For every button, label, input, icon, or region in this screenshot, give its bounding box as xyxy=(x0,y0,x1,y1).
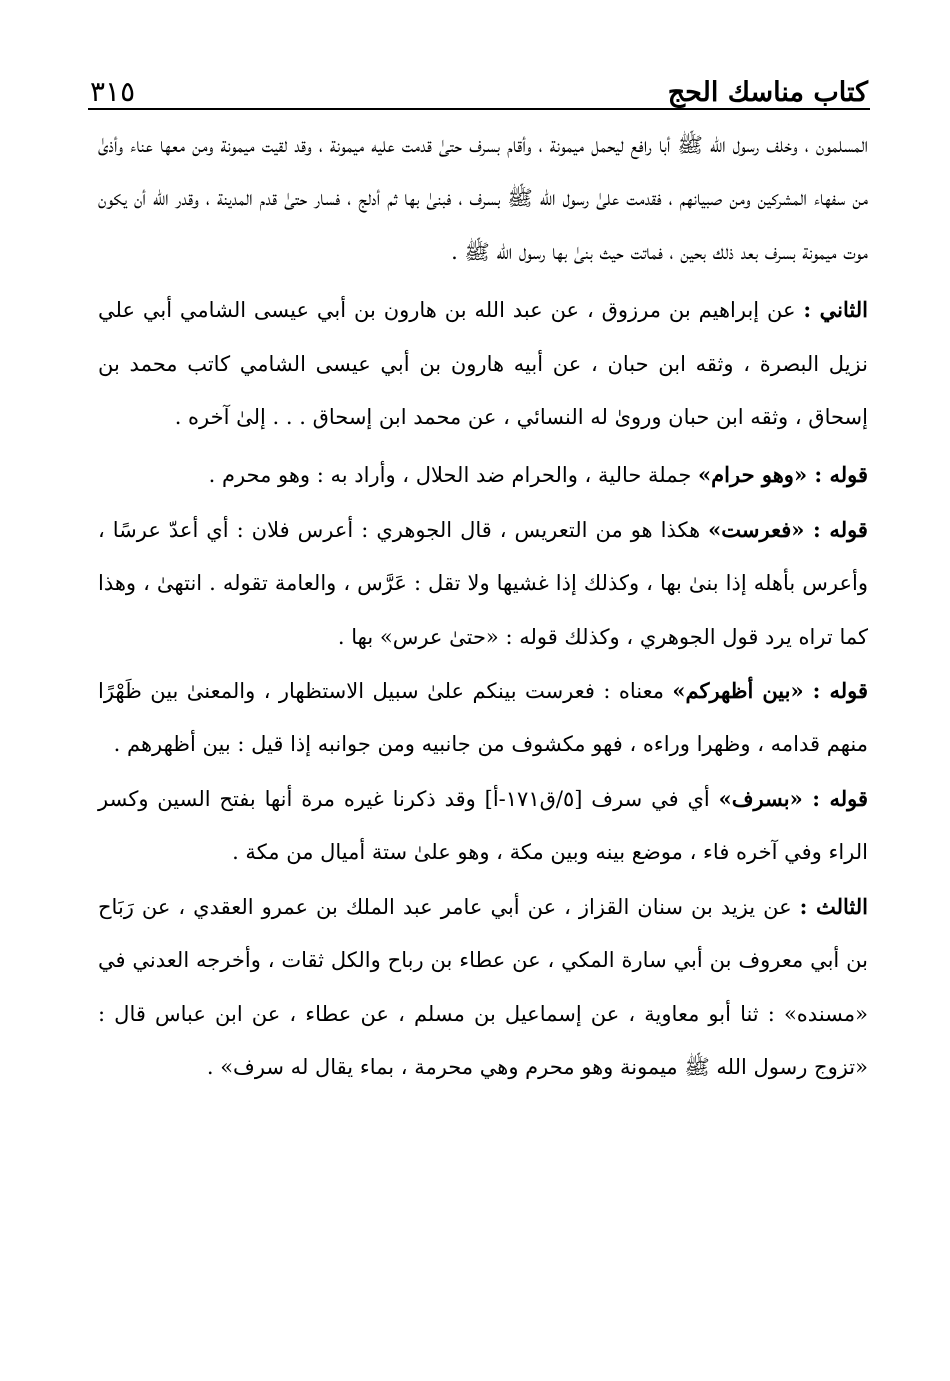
paragraph-text: عن يزيد بن سنان القزاز ، عن أبي عامر عبد الملك بن عمرو العقدي ، عن رَبَاح بن أبي معروف بن أبي سارة المكي ، عن عطاء بن رباح والكل ثقات ، وأخرجه العدني في «مسنده» : ثنا أبو معاوية ، عن إسماعيل بن مسلم ، عن عطاء ، عن ابن عباس قال : «تزوج رسول الله ﷺ ميمونة وهو محرم وهي محرمة ، بماء يقال له سرف» . xyxy=(98,894,868,1079)
paragraph-label: الثالث : xyxy=(799,893,868,919)
main-text xyxy=(98,118,868,1094)
paragraph xyxy=(98,118,868,279)
book-title: كتاب مناسك الحج xyxy=(667,77,868,108)
paragraph xyxy=(98,283,868,444)
header-rule xyxy=(88,108,870,110)
paragraph xyxy=(98,503,868,664)
paragraph-label: الثاني : xyxy=(803,297,868,323)
paragraph-label: قوله : «بسرف» xyxy=(718,785,868,811)
paragraph-text: معناه : فعرست بينكم علىٰ سبيل الاستظهار ، والمعنىٰ بين ظَهْرًا منهم قدامه ، وظهرا وراءه ، فهو مكشوف من جانبيه ومن جوانبه إذا قيل : بين أظهرهم . xyxy=(98,679,868,757)
paragraph-label: قوله : «بين أظهركم» xyxy=(672,678,868,704)
paragraph-text: جملة حالية ، والحرام ضد الحلال ، وأراد به : وهو محرم . xyxy=(208,463,699,488)
paragraph-text: المسلمون ، وخلف رسول الله ﷺ أبا رافع ليحمل ميمونة ، وأقام بسرف حتىٰ قدمت عليه ميمونة ، وقد لقيت ميمونة ومن معها عناء وأذىٰ من سفهاء المشركين ومن صبيانهم ، فقدمت علىٰ رسول الله ﷺ بسرف ، فبنىٰ بها ثم أدلج ، فسار حتىٰ قدم المدينة ، وقدر الله أن يكون موت ميمونة بسرف بعد ذلك بحين ، فماتت حيث بنىٰ بها رسول الله ﷺ . xyxy=(98,133,868,264)
paragraph xyxy=(98,664,868,772)
paragraph-text: عن إبراهيم بن مرزوق ، عن عبد الله بن هارون بن أبي عيسى الشامي أبي علي نزيل البصرة ، وثقه ابن حبان ، عن أبيه هارون بن أبي عيسى الشامي كاتب محمد بن إسحاق ، وثقه ابن حبان وروىٰ له النسائي ، عن محمد ابن إسحاق . . . إلىٰ آخره . xyxy=(98,298,868,430)
paragraph xyxy=(98,448,868,502)
paragraph-label: قوله : «فعرست» xyxy=(708,516,868,542)
paragraph xyxy=(98,772,868,880)
paragraph-label: قوله : «وهو حرام» xyxy=(698,462,868,488)
page-header xyxy=(90,58,868,108)
paragraph-text: أي في سرف [٥/ق١٧١-أ] وقد ذكرنا غيره مرة أنها بفتح السين وكسر الراء وفي آخره فاء ، موضع بينه وبين مكة ، وهو علىٰ ستة أميال من مكة . xyxy=(98,786,868,865)
paragraph-text: هكذا هو من التعريس ، قال الجوهري : أعرس فلان : أي أعدّ عرسًا ، وأعرس بأهله إذا بنىٰ بها ، وكذلك إذا غشيها ولا تقل : عَرَّس ، والعامة تقوله . انتهىٰ ، وهذا كما تراه يرد قول الجوهري ، وكذلك قوله : «حتىٰ عرس» بها . xyxy=(98,517,868,649)
paragraph xyxy=(98,880,868,1095)
page-number: ٣١٥ xyxy=(90,75,136,108)
